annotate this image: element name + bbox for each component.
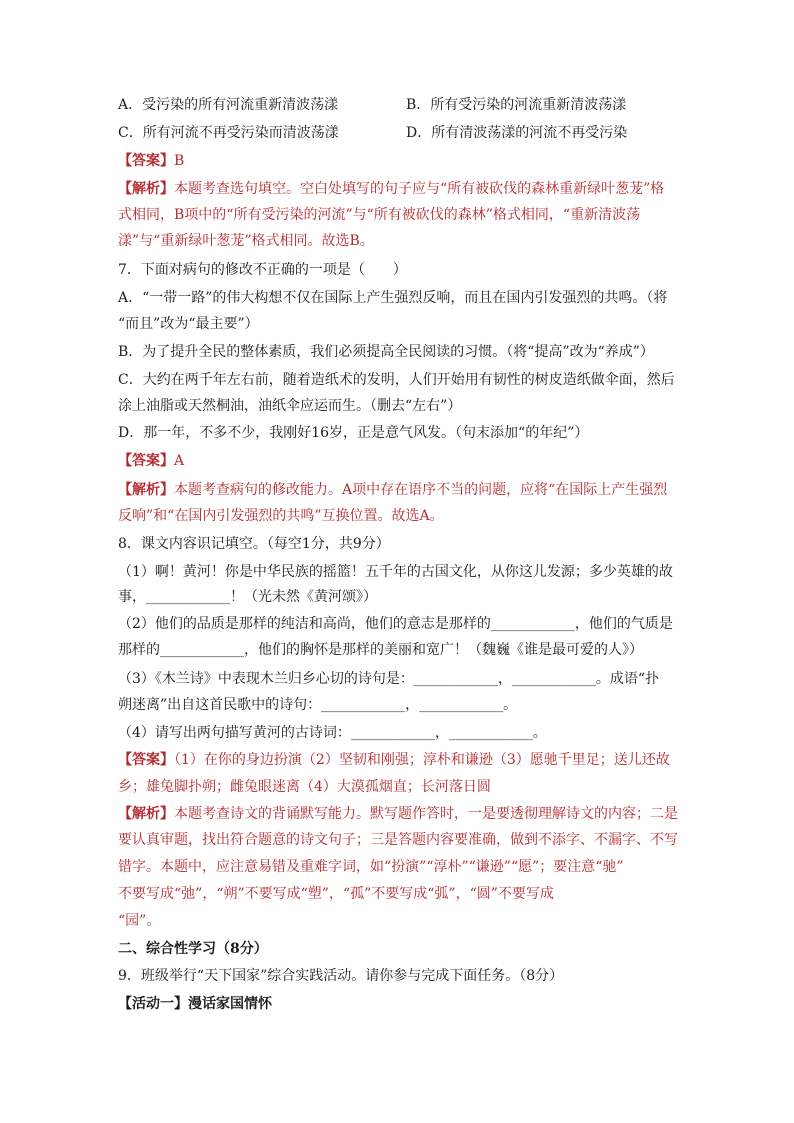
q8-answer-line-1 [118, 752, 670, 768]
q7-analysis-text-1: 本题考查病句的修改能力。A项中存在语序不当的问题，应将“在国际上产生强烈 [174, 482, 668, 498]
q6-option-c: C．所有河流不再受污染而清波荡漾 [118, 125, 339, 141]
q8-stem: 8．课文内容识记填空。（每空1分，共9分） [118, 536, 390, 552]
q8-analysis-text-1: 本题考查诗文的背诵默写能力。默写题作答时，一是要透彻理解诗文的内容；二是 [174, 806, 678, 822]
q8-analysis-line-1 [118, 806, 678, 822]
q7-analysis-line-2: 反响”和“在国内引发强烈的共鸣”互换位置。故选A。 [118, 508, 444, 524]
q8-analysis-line-4: 不要写成“弛”，“朔”不要写成“塑”，“孤”不要写成“弧”，“圆”不要写成 [118, 886, 554, 902]
q7-option-c-line-1: C．大约在两千年左右前，随着造纸术的发明，人们开始用有韧性的树皮造纸做伞面，然后 [118, 372, 675, 388]
answer-tag: 【答案】 [118, 153, 174, 169]
q8-answer-text-1: （1）在你的身边扮演（2）坚韧和刚强；淳朴和谦逊（3）愿驰千里足；送儿还故 [174, 752, 670, 768]
q7-analysis-line-1 [118, 482, 667, 498]
q7-option-d: D．那一年，不多不少，我刚好16岁，正是意气风发。（句末添加“的年纪”） [118, 425, 589, 441]
q8-part1-line-2: 事，____________！（光未然《黄河颂》） [118, 589, 377, 605]
analysis-tag: 【解析】 [118, 806, 174, 822]
q7-option-a-line-1: A．“一带一路”的伟大构想不仅在国际上产生强烈反响，而且在国内引发强烈的共鸣。（将 [118, 290, 668, 306]
analysis-tag: 【解析】 [118, 181, 174, 197]
q8-part1-line-1: （1）啊！黄河！你是中华民族的摇篮！五千年的古国文化，从你这儿发源；多少英雄的故 [118, 564, 673, 580]
q8-part4: （4）请写出两句描写黄河的古诗词：____________，____________。 [118, 725, 547, 741]
q8-analysis-line-5: “园”。 [118, 913, 161, 929]
q8-part2-line-2: 那样的____________，他们的胸怀是那样的美丽和宽广！（魏巍《谁是最可爱的人》） [118, 642, 643, 658]
q7-answer: A [174, 453, 185, 469]
q7-stem: 7．下面对病句的修改不正确的一项是（ ） [118, 262, 407, 278]
q6-analysis-text-1: 本题考查选句填空。空白处填写的句子应与“所有被砍伐的森林重新绿叶葱茏”格 [174, 181, 665, 197]
q7-answer-line [118, 453, 184, 469]
q6-analysis-line-1 [118, 181, 664, 197]
q6-answer-line [118, 153, 184, 169]
q6-answer: B [174, 153, 185, 169]
section-title: 二、综合性学习（8分） [118, 941, 268, 957]
answer-tag: 【答案】 [118, 453, 174, 469]
q6-option-d: D．所有清波荡漾的河流不再受污染 [406, 125, 628, 141]
q8-part3-line-2: 朔迷离”出自这首民歌中的诗句：____________，____________。 [118, 697, 518, 713]
analysis-tag: 【解析】 [118, 482, 174, 498]
q8-answer-line-2: 乡；雄兔脚扑朔；雌兔眼迷离（4）大漠孤烟直；长河落日圆 [118, 779, 491, 795]
q8-analysis-line-2: 要认真审题，找出符合题意的诗文句子；三是答题内容要准确，做到不添字、不漏字、不写 [118, 832, 678, 848]
q8-analysis-line-3: 错字。本题中，应注意易错及重难字词，如“扮演”“淳朴”“谦逊”“愿”；要注意“驰” [118, 859, 624, 875]
q6-analysis-line-2: 式相同，B项中的“所有受污染的河流”与“所有被砍伐的森林”格式相同，“重新清波荡 [118, 207, 641, 223]
activity-1-heading: 【活动一】漫话家国情怀 [118, 996, 272, 1012]
q6-option-b: B．所有受污染的河流重新清波荡漾 [406, 97, 627, 113]
q6-option-a: A．受污染的所有河流重新清波荡漾 [118, 97, 339, 113]
q9-stem: 9．班级举行“天下国家”综合实践活动。请你参与完成下面任务。（8分） [118, 968, 564, 984]
answer-tag: 【答案】 [118, 752, 174, 768]
q6-analysis-line-3: 漾”与“重新绿叶葱茏”格式相同。故选B。 [118, 233, 374, 249]
q8-part2-line-1: （2）他们的品质是那样的纯洁和高尚，他们的意志是那样的____________，他们的气质是 [118, 616, 673, 632]
q7-option-c-line-2: 涂上油脂或天然桐油，油纸伞应运而生。（删去“左右”） [118, 398, 462, 414]
q8-part3-line-1: （3）《木兰诗》中表现木兰归乡心切的诗句是：____________，____________。成语“扑 [118, 671, 660, 687]
q7-option-a-line-2: “而且”改为“最主要”） [118, 316, 259, 332]
q7-option-b: B．为了提升全民的整体素质，我们必须提高全民阅读的习惯。（将“提高”改为“养成”） [118, 344, 654, 360]
